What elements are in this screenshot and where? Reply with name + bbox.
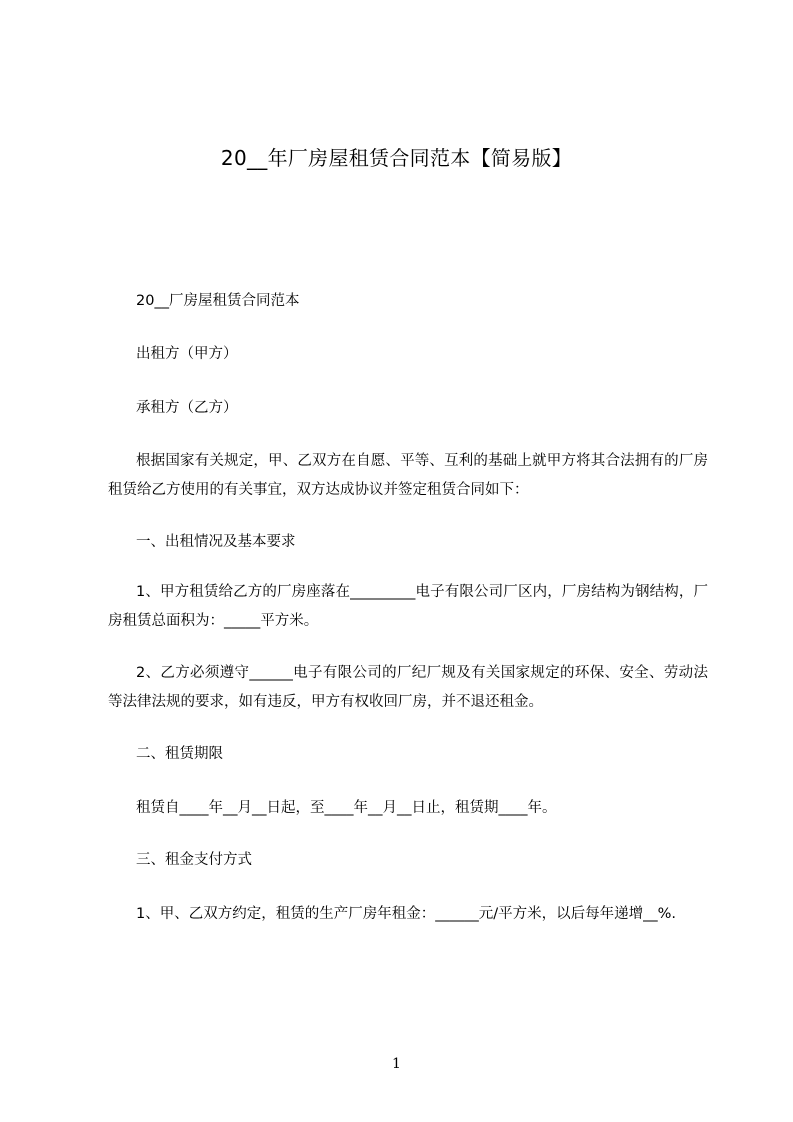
document-subtitle: 20__厂房屋租赁合同范本 bbox=[136, 293, 300, 309]
preamble-paragraph: 根据国家有关规定，甲、乙双方在自愿、平等、互利的基础上就甲方将其合法拥有的厂房租赁给乙方使用的有关事宜，双方达成协议并签定租赁合同如下： bbox=[108, 453, 708, 498]
section-3-heading: 三、租金支付方式 bbox=[136, 852, 252, 868]
section-1-item-1: 1、甲方租赁给乙方的厂房座落在_________电子有限公司厂区内，厂房结构为钢结构，厂房租赁总面积为：_____平方米。 bbox=[108, 584, 708, 629]
section-1-item-2: 2、乙方必须遵守______电子有限公司的厂纪厂规及有关国家规定的环保、安全、劳动法等法律法规的要求，如有违反，甲方有权收回厂房，并不退还租金。 bbox=[108, 665, 708, 710]
lessor-label: 出租方（甲方） bbox=[136, 346, 238, 362]
lessee-label: 承租方（乙方） bbox=[136, 400, 238, 416]
lease-term-paragraph: 租赁自____年__月__日起，至____年__月__日止，租赁期____年。 bbox=[136, 800, 557, 816]
section-1-heading: 一、出租情况及基本要求 bbox=[136, 534, 296, 550]
document-title: 20__年厂房屋租赁合同范本【简易版】 bbox=[220, 146, 573, 170]
section-3-item-1: 1、甲、乙双方约定，租赁的生产厂房年租金：______元/平方米，以后每年递增__%. bbox=[136, 906, 676, 922]
section-2-heading: 二、租赁期限 bbox=[136, 746, 223, 762]
page-number: 1 bbox=[392, 1056, 401, 1072]
